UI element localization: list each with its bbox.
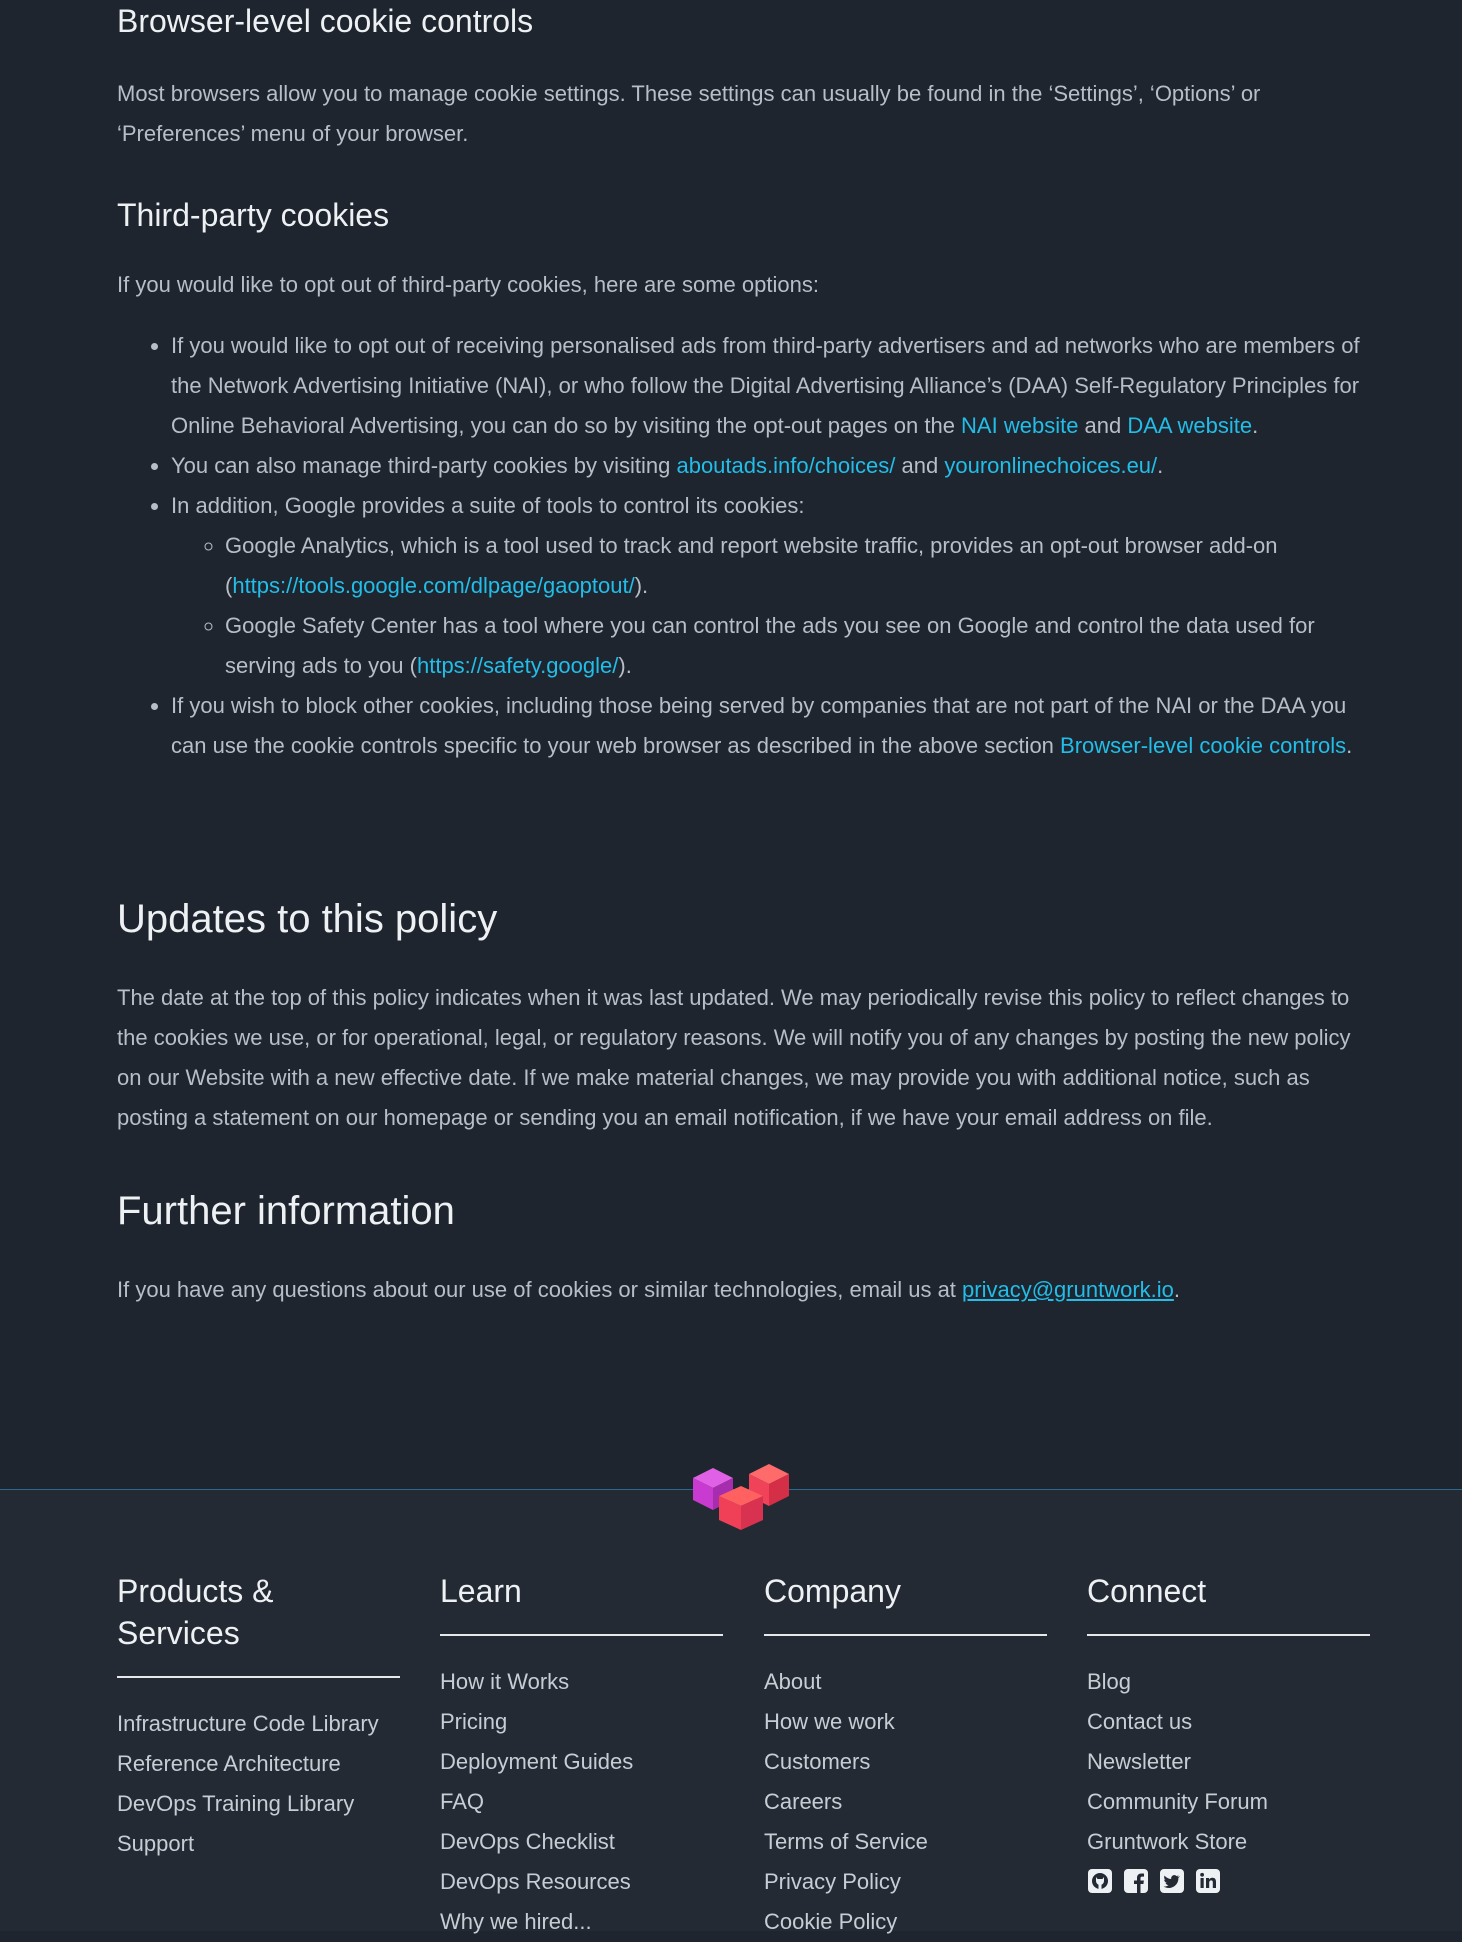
third-party-options-list [117, 326, 1371, 766]
footer-link[interactable]: DevOps Resources [440, 1869, 631, 1894]
footer-learn-column [440, 1570, 723, 1942]
google-tools-list [171, 526, 1371, 686]
updates-heading: Updates to this policy [117, 897, 498, 941]
list-item-text: ). [634, 573, 649, 598]
social-icons [1087, 1868, 1370, 1894]
list-item-text: . [1157, 453, 1164, 478]
footer-learn-list [440, 1662, 723, 1942]
list-item-text: If you would like to opt out of receiving personalised ads from third-party advertisers and ad networks who are members of the Network Advertising Initiative (NAI), or who follow the Digital Advertising Alliance’s (DAA) Self-Regulatory Principles for Online Behavioral Advertising, you can do so by visiting the opt-out pages on the [171, 333, 1360, 438]
footer-link[interactable]: Support [117, 1831, 195, 1856]
linkedin-icon[interactable] [1195, 1868, 1221, 1894]
footer-link[interactable]: Blog [1087, 1669, 1132, 1694]
footer-link[interactable]: Reference Architecture [117, 1751, 341, 1776]
footer-company-heading: Company [764, 1573, 901, 1609]
footer-link[interactable]: Newsletter [1087, 1749, 1191, 1774]
footer-link[interactable]: Infrastructure Code Library [117, 1711, 379, 1736]
safety-google-link[interactable]: https://safety.google/ [416, 653, 619, 678]
divider [117, 1676, 400, 1678]
footer-link[interactable]: Why we hired... [440, 1909, 592, 1934]
footer-link[interactable]: FAQ [440, 1789, 485, 1814]
daa-website-link[interactable]: DAA website [1127, 413, 1253, 438]
third-party-intro: If you would like to opt out of third-party cookies, here are some options: [117, 272, 819, 297]
browser-controls-text: Most browsers allow you to manage cookie settings. These settings can usually be found in the ‘Settings’, ‘Options’ or ‘Preferences’ menu of your browser. [117, 81, 1261, 146]
footer-products-list [117, 1704, 400, 1864]
footer-link[interactable]: Careers [764, 1789, 843, 1814]
list-item [225, 606, 1371, 686]
footer-connect-heading: Connect [1087, 1573, 1207, 1609]
browser-controls-link[interactable]: Browser-level cookie controls [1060, 733, 1347, 758]
footer-link[interactable]: Contact us [1087, 1709, 1193, 1734]
list-item [225, 526, 1371, 606]
gaoptout-link[interactable]: https://tools.google.com/dlpage/gaoptout/ [232, 573, 635, 598]
footer-link[interactable]: Pricing [440, 1709, 508, 1734]
footer-link[interactable]: DevOps Training Library [117, 1791, 355, 1816]
footer-connect-column [1087, 1570, 1370, 1894]
footer-link[interactable]: Deployment Guides [440, 1749, 634, 1774]
list-item-text: If you wish to block other cookies, including those being served by companies that are not part of the NAI or the DAA you can use the cookie controls specific to your web browser as described in the above section [171, 693, 1347, 758]
list-item-text: and [1078, 413, 1128, 438]
footer-company-list [764, 1662, 1047, 1942]
footer-learn-heading: Learn [440, 1573, 522, 1609]
divider [440, 1634, 723, 1636]
footer-link[interactable]: How we work [764, 1709, 895, 1734]
footer-link[interactable]: Terms of Service [764, 1829, 928, 1854]
nai-website-link[interactable]: NAI website [961, 413, 1079, 438]
footer-link[interactable]: DevOps Checklist [440, 1829, 615, 1854]
list-item-text: You can also manage third-party cookies by visiting [171, 453, 677, 478]
list-item [171, 686, 1371, 766]
list-item [171, 326, 1371, 446]
further-info-text [117, 1270, 1180, 1310]
footer-connect-list [1087, 1662, 1370, 1862]
further-info-body: If you have any questions about our use of cookies or similar technologies, email us at [117, 1277, 963, 1302]
list-item-text: ). [618, 653, 632, 678]
divider [1087, 1634, 1370, 1636]
third-party-heading: Third-party cookies [117, 197, 390, 233]
footer-products-column [117, 1570, 400, 1864]
footer-company-column [764, 1570, 1047, 1942]
list-item-text: and [895, 453, 945, 478]
aboutads-link[interactable]: aboutads.info/choices/ [676, 453, 896, 478]
gruntwork-logo[interactable] [689, 1462, 797, 1534]
browser-controls-heading: Browser-level cookie controls [117, 3, 534, 39]
footer-link[interactable]: Customers [764, 1749, 871, 1774]
list-item [171, 446, 1371, 486]
list-item-text: . [1346, 733, 1353, 758]
list-item-text: Google Analytics, which is a tool used to track and report website traffic, provides an opt-out browser add-on ( [225, 533, 1278, 598]
privacy-email-link[interactable]: privacy@gruntwork.io [962, 1277, 1174, 1302]
facebook-icon[interactable] [1123, 1868, 1149, 1894]
list-item-text: Google Safety Center has a tool where you can control the ads you see on Google and control the data used for serving ads to you ( [225, 613, 1315, 678]
divider [764, 1634, 1047, 1636]
twitter-icon[interactable] [1159, 1868, 1185, 1894]
footer-link[interactable]: How it Works [440, 1669, 570, 1694]
list-item [171, 486, 1371, 686]
footer-link[interactable]: Community Forum [1087, 1789, 1268, 1814]
list-item-text: In addition, Google provides a suite of tools to control its cookies: [171, 493, 805, 518]
list-item-text: . [1252, 413, 1259, 438]
footer-link[interactable]: Cookie Policy [764, 1909, 898, 1934]
footer-link[interactable]: Privacy Policy [764, 1869, 901, 1894]
footer-link[interactable]: About [764, 1669, 822, 1694]
further-info-end: . [1173, 1277, 1181, 1302]
footer-products-heading: Products & Services [117, 1573, 274, 1651]
further-info-heading: Further information [117, 1189, 455, 1233]
updates-text: The date at the top of this policy indicates when it was last updated. We may periodically revise this policy to reflect changes to the cookies we use, or for operational, legal, or regulatory reasons. We will notify you of any changes by posting the new policy on our Website with a new effective date. If we make material changes, we may provide you with additional notice, such as posting a statement on our homepage or sending you an email notification, if we have your email address on file. [117, 985, 1351, 1130]
github-icon[interactable] [1087, 1868, 1113, 1894]
footer-link[interactable]: Gruntwork Store [1087, 1829, 1248, 1854]
youronlinechoices-link[interactable]: youronlinechoices.eu/ [944, 453, 1158, 478]
